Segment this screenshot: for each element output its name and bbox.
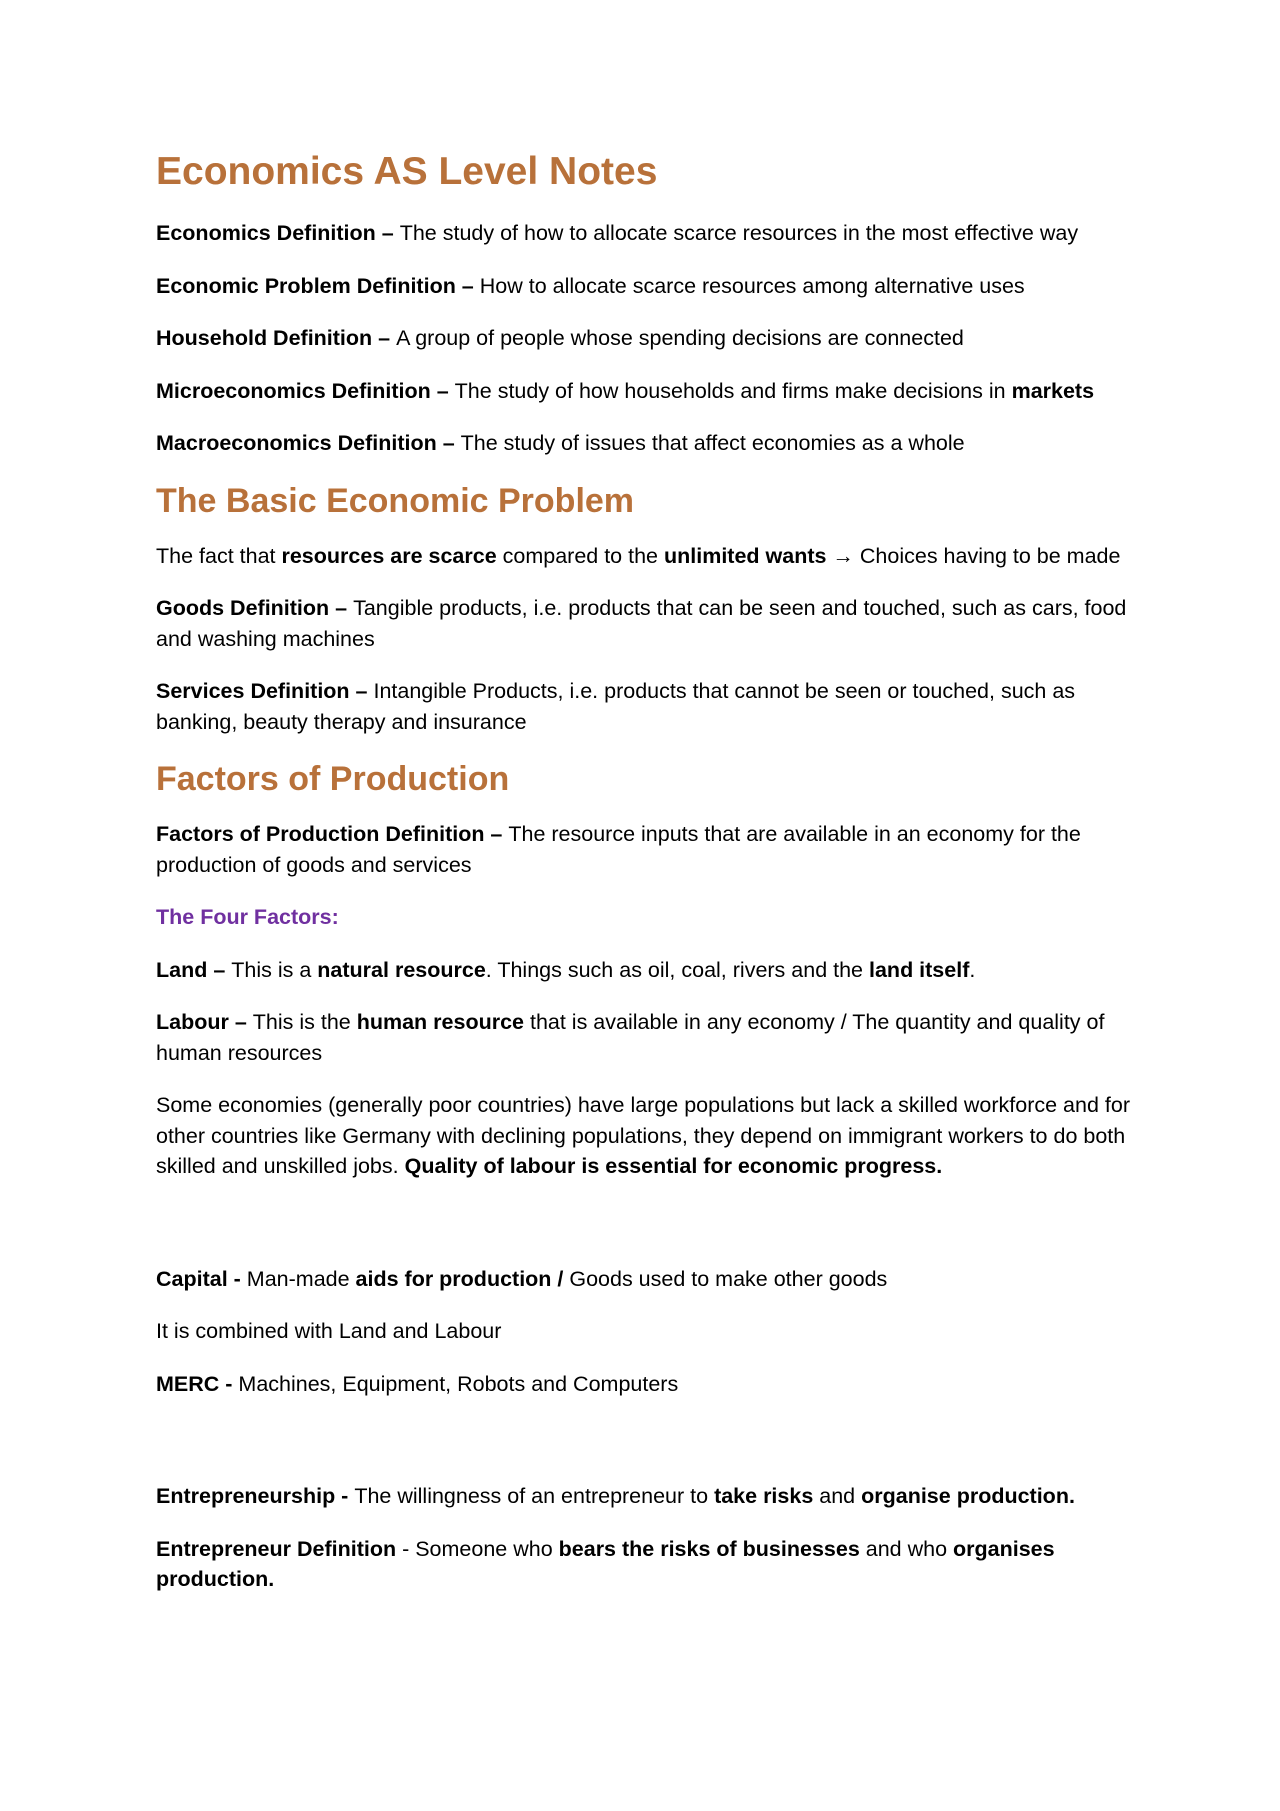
basic-problem-intro: The fact that resources are scarce compared to the unlimited wants → Choices having to be made bbox=[156, 543, 1121, 568]
definition-economics: Economics Definition – The study of how to allocate scarce resources in the most effective way bbox=[156, 221, 1079, 245]
spacer bbox=[156, 1204, 1136, 1264]
factor-labour: Labour – This is the human resource that is available in any economy / The quantity and quality of human resources bbox=[156, 1010, 1105, 1065]
definition-microeconomics: Microeconomics Definition – The study of how households and firms make decisions in markets bbox=[156, 378, 1095, 403]
definition-factors: Factors of Production Definition – The resource inputs that are available in an economy for the production of goods and services bbox=[156, 822, 1081, 877]
labour-note: Some economies (generally poor countries) have large populations but lack a skilled workforce and for other countries like Germany with declining populations, they depend on immigrant workers to do both skilled and unskilled jobs. Quality of labour is essential for economic progress. bbox=[156, 1093, 1130, 1178]
capital-note: It is combined with Land and Labour bbox=[156, 1319, 502, 1343]
definition-economic-problem: Economic Problem Definition – How to allocate scarce resources among alternative uses bbox=[156, 273, 1025, 298]
capital-merc: MERC - Machines, Equipment, Robots and Computers bbox=[156, 1371, 679, 1396]
definition-goods: Goods Definition – Tangible products, i.e. products that can be seen and touched, such as cars, food and washing machines bbox=[156, 596, 1127, 651]
factor-entrepreneurship: Entrepreneurship - The willingness of an entrepreneur to take risks and organise production. bbox=[156, 1484, 1075, 1508]
definition-entrepreneur: Entrepreneur Definition - Someone who bears the risks of businesses and who organises production. bbox=[156, 1536, 1055, 1591]
definition-macroeconomics: Macroeconomics Definition – The study of issues that affect economies as a whole bbox=[156, 431, 965, 455]
heading-factors: Factors of Production bbox=[156, 760, 510, 798]
factor-capital: Capital - Man-made aids for production / Goods used to make other goods bbox=[156, 1266, 888, 1291]
document-page bbox=[156, 150, 1136, 1617]
subheading-four-factors: The Four Factors: bbox=[156, 905, 339, 929]
definition-household: Household Definition – A group of people whose spending decisions are connected bbox=[156, 326, 964, 350]
factor-land: Land – This is a natural resource. Things such as oil, coal, rivers and the land itself. bbox=[156, 957, 976, 982]
page-title: Economics AS Level Notes bbox=[156, 150, 658, 193]
definition-services: Services Definition – Intangible Products, i.e. products that cannot be seen or touched, such as banking, beauty therapy and insurance bbox=[156, 679, 1076, 734]
heading-basic-problem: The Basic Economic Problem bbox=[156, 481, 635, 520]
spacer bbox=[156, 1421, 1136, 1481]
